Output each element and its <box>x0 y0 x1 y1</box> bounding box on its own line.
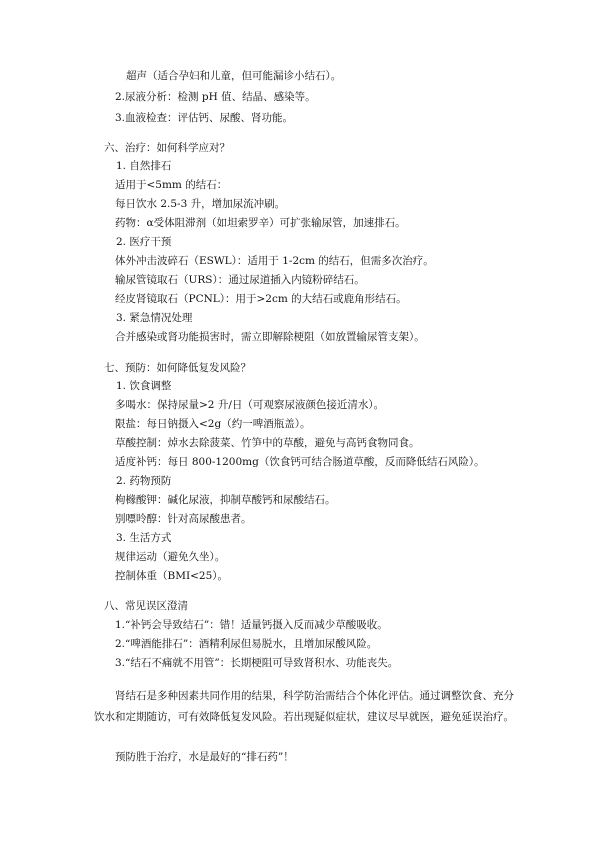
section-7-line-4: 适度补钙：每日 800-1200mg（饮食钙可结合肠道草酸，反而降低结石风险）。 <box>115 456 485 468</box>
section-7-line-3: 草酸控制：焯水去除菠菜、竹笋中的草酸，避免与高钙食物同食。 <box>115 437 420 449</box>
ultrasound-line: 超声（适合孕妇和儿童，但可能漏诊小结石）。 <box>126 70 342 82</box>
myth-2: 2.“啤酒能排石”：酒精利尿但易脱水，且增加尿酸风险。 <box>115 638 378 650</box>
section-7-line-7: 规律运动（避免久坐）。 <box>115 551 226 563</box>
myth-1: 1.“补钙会导致结石”：错！适量钙摄入反而减少草酸吸收。 <box>115 619 388 631</box>
section-7-line-5: 枸橼酸钾：碱化尿液，抑制草酸钙和尿酸结石。 <box>115 494 336 506</box>
section-7-sub-3: 3. 生活方式 <box>116 532 172 544</box>
section-6-line-3: 药物：α受体阻滞剂（如坦索罗辛）可扩张输尿管，加速排石。 <box>115 217 406 229</box>
section-7-sub-1: 1. 饮食调整 <box>116 380 172 392</box>
myth-3: 3.“结石不痛就不用管”：长期梗阻可导致肾积水、功能丧失。 <box>115 657 399 669</box>
section-6-line-6: 经皮肾镜取石（PCNL）：用于>2cm 的大结石或鹿角形结石。 <box>115 293 407 305</box>
section-6-heading: 六、治疗：如何科学应对？ <box>104 142 230 154</box>
section-6-line-5: 输尿管镜取石（URS）：通过尿道插入内镜粉碎结石。 <box>115 274 365 286</box>
section-7-line-2: 限盐：每日钠摄入<2g（约一啤酒瓶盖）。 <box>115 418 311 430</box>
section-6-sub-3: 3. 紧急情况处理 <box>116 312 193 324</box>
blood-test-line: 3.血液检查：评估钙、尿酸、肾功能。 <box>115 112 294 124</box>
section-6-line-4: 体外冲击波碎石（ESWL）：适用于 1-2cm 的结石，但需多次治疗。 <box>115 255 434 267</box>
section-7-line-8: 控制体重（BMI<25）。 <box>115 570 229 582</box>
section-6-line-2: 每日饮水 2.5-3 升，增加尿流冲刷。 <box>115 198 286 210</box>
closing-slogan: 预防胜于治疗，水是最好的“排石药”！ <box>115 751 294 763</box>
closing-paragraph: 肾结石是多种因素共同作用的结果，科学防治需结合个体化评估。通过调整饮食、充分饮水和定期随访，可有效降低复发风险。若出现疑似症状，建议尽早就医，避免延误治疗。 <box>94 690 514 723</box>
section-7-line-6: 别嘌呤醇：针对高尿酸患者。 <box>115 513 252 525</box>
section-8-heading: 八、常见误区澄清 <box>104 600 188 612</box>
urine-test-line: 2.尿液分析：检测 pH 值、结晶、感染等。 <box>115 91 316 103</box>
section-6-line-7: 合并感染或肾功能损害时，需立即解除梗阻（如放置输尿管支架）。 <box>115 331 425 343</box>
section-6-line-1: 适用于<5mm 的结石： <box>115 179 228 191</box>
section-7-sub-2: 2. 药物预防 <box>116 475 172 487</box>
section-6-sub-2: 2. 医疗干预 <box>116 236 172 248</box>
section-7-line-1: 多喝水：保持尿量>2 升/日（可观察尿液颜色接近清水）。 <box>115 399 385 411</box>
section-6-sub-1: 1. 自然排石 <box>116 160 172 172</box>
section-7-heading: 七、预防：如何降低复发风险？ <box>104 362 251 374</box>
